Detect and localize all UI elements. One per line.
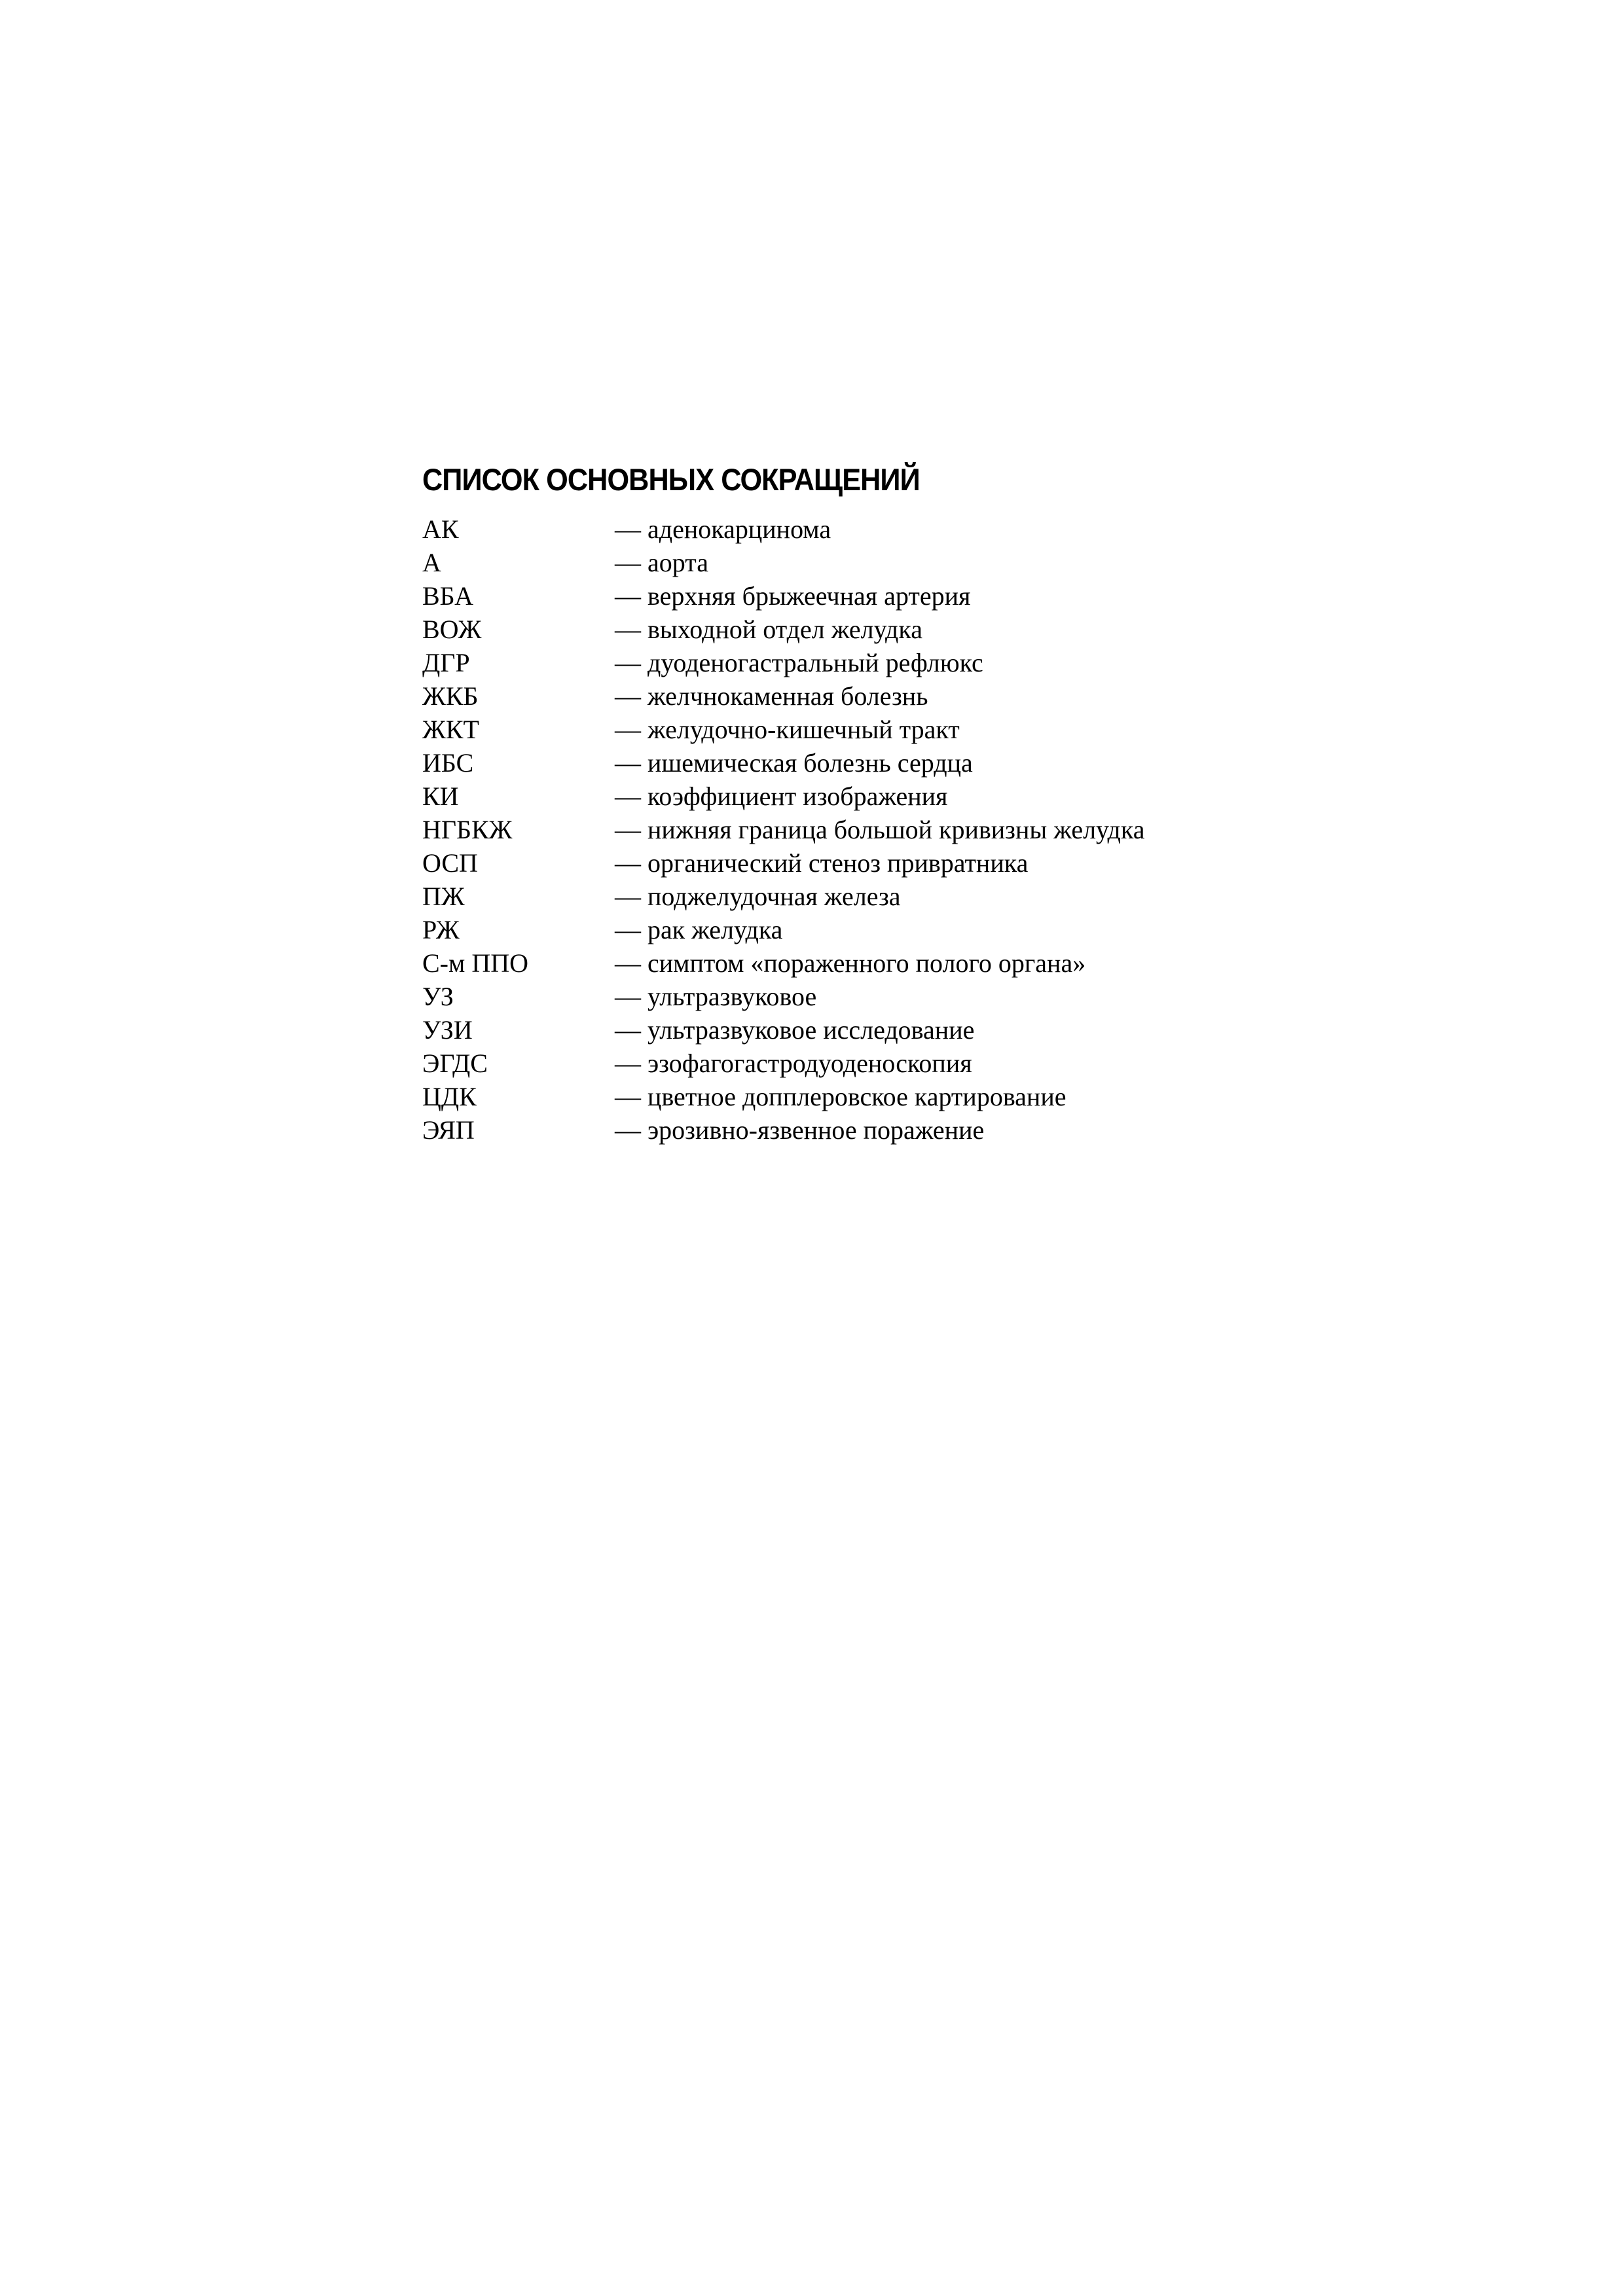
abbreviation-row <box>422 780 1404 813</box>
abbreviation-row <box>422 846 1404 880</box>
abbreviation-definition: — аорта <box>615 548 708 577</box>
abbreviation-term: А <box>422 548 441 577</box>
abbreviation-definition: — цветное допплеровское картирование <box>615 1082 1067 1111</box>
abbreviation-definition: — желудочно-кишечный тракт <box>615 715 960 744</box>
abbreviation-term: АК <box>422 514 459 544</box>
abbreviation-row <box>422 1080 1404 1113</box>
page-title: СПИСОК ОСНОВНЫХ СОКРАЩЕНИЙ <box>422 462 920 497</box>
abbreviation-row <box>422 512 1404 546</box>
abbreviation-row <box>422 713 1404 746</box>
abbreviation-definition: — эрозивно-язвенное поражение <box>615 1115 985 1145</box>
abbreviation-row <box>422 579 1404 613</box>
abbreviation-term: РЖ <box>422 915 460 944</box>
abbreviation-term: ДГР <box>422 648 470 677</box>
page-content <box>422 461 1404 1147</box>
abbreviation-term: ЭГДС <box>422 1049 488 1078</box>
abbreviation-term: ЖКБ <box>422 681 479 711</box>
abbreviation-row <box>422 746 1404 780</box>
abbreviation-row <box>422 946 1404 980</box>
abbreviation-definition: — дуоденогастральный рефлюкс <box>615 648 983 677</box>
abbreviation-definition: — ультразвуковое <box>615 982 817 1011</box>
abbreviation-row <box>422 546 1404 579</box>
abbreviation-definition: — органический стеноз привратника <box>615 848 1029 878</box>
abbreviation-definition: — желчнокаменная болезнь <box>615 681 928 711</box>
abbreviation-row <box>422 646 1404 679</box>
abbreviation-term: ПЖ <box>422 882 465 911</box>
abbreviation-term: ЖКТ <box>422 715 479 744</box>
abbreviation-term: УЗИ <box>422 1015 473 1045</box>
abbreviation-list <box>422 512 1404 1147</box>
abbreviation-row <box>422 613 1404 646</box>
abbreviation-term: УЗ <box>422 982 454 1011</box>
abbreviation-definition: — верхняя брыжеечная артерия <box>615 581 971 611</box>
abbreviation-term: НГБКЖ <box>422 815 513 844</box>
abbreviation-definition: — рак желудка <box>615 915 783 944</box>
abbreviation-definition: — ультразвуковое исследование <box>615 1015 975 1045</box>
abbreviation-row <box>422 1013 1404 1047</box>
abbreviation-definition: — ишемическая болезнь сердца <box>615 748 973 778</box>
abbreviation-term: ВОЖ <box>422 615 482 644</box>
abbreviation-row <box>422 679 1404 713</box>
abbreviation-definition: — нижняя граница большой кривизны желудка <box>615 815 1145 844</box>
abbreviation-term: ВБА <box>422 581 474 611</box>
abbreviation-term: ЭЯП <box>422 1115 475 1145</box>
abbreviation-definition: — симптом «пораженного полого органа» <box>615 948 1086 978</box>
abbreviation-term: С-м ППО <box>422 948 528 978</box>
abbreviation-definition: — выходной отдел желудка <box>615 615 922 644</box>
abbreviation-definition: — поджелудочная железа <box>615 882 901 911</box>
abbreviation-definition: — аденокарцинома <box>615 514 831 544</box>
abbreviation-term: КИ <box>422 781 459 811</box>
abbreviation-term: ИБС <box>422 748 474 778</box>
abbreviation-definition: — коэффициент изображения <box>615 781 948 811</box>
abbreviation-row <box>422 1113 1404 1147</box>
abbreviation-row <box>422 880 1404 913</box>
abbreviation-row <box>422 813 1404 846</box>
abbreviation-row <box>422 1047 1404 1080</box>
abbreviation-definition: — эзофагогастродуоденоскопия <box>615 1049 972 1078</box>
abbreviation-term: ЦДК <box>422 1082 477 1111</box>
abbreviation-term: ОСП <box>422 848 478 878</box>
abbreviation-row <box>422 913 1404 946</box>
abbreviation-row <box>422 980 1404 1013</box>
